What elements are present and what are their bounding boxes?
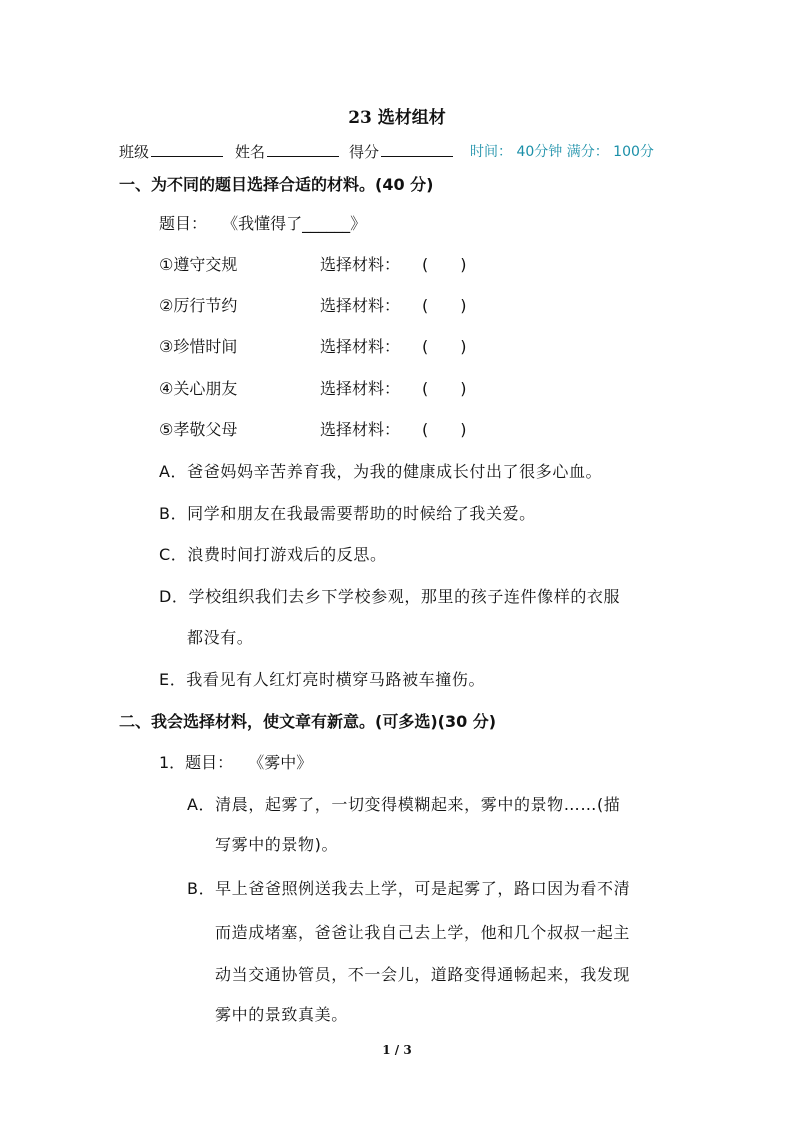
q1-option-a-line1: A．清晨，起雾了，一切变得模糊起来，雾中的景物……(描	[187, 795, 621, 814]
score-field	[349, 141, 453, 162]
class-field	[119, 141, 223, 162]
option-a: A．爸爸妈妈辛苦养育我，为我的健康成长付出了很多心血。	[159, 462, 603, 481]
topic-label: 题目：	[159, 214, 208, 233]
item-paren: ( )	[422, 420, 467, 439]
q1-option-b-line2: 而造成堵塞，爸爸让我自己去上学，他和几个叔叔一起主	[215, 923, 631, 942]
q1-label: 1．题目：	[159, 753, 234, 772]
document-title: 23 选材组材	[348, 108, 446, 128]
item-select: 选择材料：	[320, 379, 401, 398]
item-label: ⑤孝敬父母	[159, 420, 238, 439]
question1-topic	[159, 750, 312, 773]
item-label: ①遵守交规	[159, 255, 238, 274]
option-b: B．同学和朋友在我最需要帮助的时候给了我关爱。	[159, 504, 536, 523]
q1-title: 《雾中》	[248, 753, 313, 772]
item-label: ④关心朋友	[159, 379, 238, 398]
class-blank	[151, 142, 223, 157]
option-e: E．我看见有人红灯亮时横穿马路被车撞伤。	[159, 670, 486, 689]
item-select: 选择材料：	[320, 337, 401, 356]
option-d-line1: D．学校组织我们去乡下学校参观，那里的孩子连件像样的衣服	[159, 587, 621, 606]
item-paren: ( )	[422, 255, 467, 274]
option-c: C．浪费时间打游戏后的反思。	[159, 545, 387, 564]
name-label: 姓名	[235, 143, 266, 161]
item-paren: ( )	[422, 379, 467, 398]
topic-title: 《我懂得了______》	[222, 214, 367, 233]
option-d-line2: 都没有。	[187, 628, 254, 647]
name-field	[235, 141, 339, 162]
item-label: ③珍惜时间	[159, 337, 238, 356]
q1-option-b-line3: 动当交通协管员，不一会儿，道路变得通畅起来，我发现	[215, 965, 631, 984]
item-select: 选择材料：	[320, 420, 401, 439]
page-number: 1 / 3	[382, 1043, 412, 1057]
section1-heading: 一、为不同的题目选择合适的材料。(40 分)	[119, 175, 434, 194]
item-select: 选择材料：	[320, 296, 401, 315]
section2-heading: 二、我会选择材料，使文章有新意。(可多选)(30 分)	[119, 712, 497, 731]
q1-option-a-line2: 写雾中的景物)。	[215, 835, 339, 854]
time-info: 时间： 40分钟 满分： 100分	[470, 144, 654, 160]
name-blank	[267, 142, 339, 157]
section1-topic	[159, 211, 366, 234]
item-paren: ( )	[422, 337, 467, 356]
score-blank	[381, 142, 453, 157]
item-paren: ( )	[422, 296, 467, 315]
score-label: 得分	[349, 143, 380, 161]
q1-option-b-line1: B．早上爸爸照例送我去上学，可是起雾了，路口因为看不清	[187, 879, 631, 898]
item-label: ②厉行节约	[159, 296, 238, 315]
item-select: 选择材料：	[320, 255, 401, 274]
class-label: 班级	[119, 143, 150, 161]
q1-option-b-line4: 雾中的景致真美。	[215, 1005, 348, 1024]
